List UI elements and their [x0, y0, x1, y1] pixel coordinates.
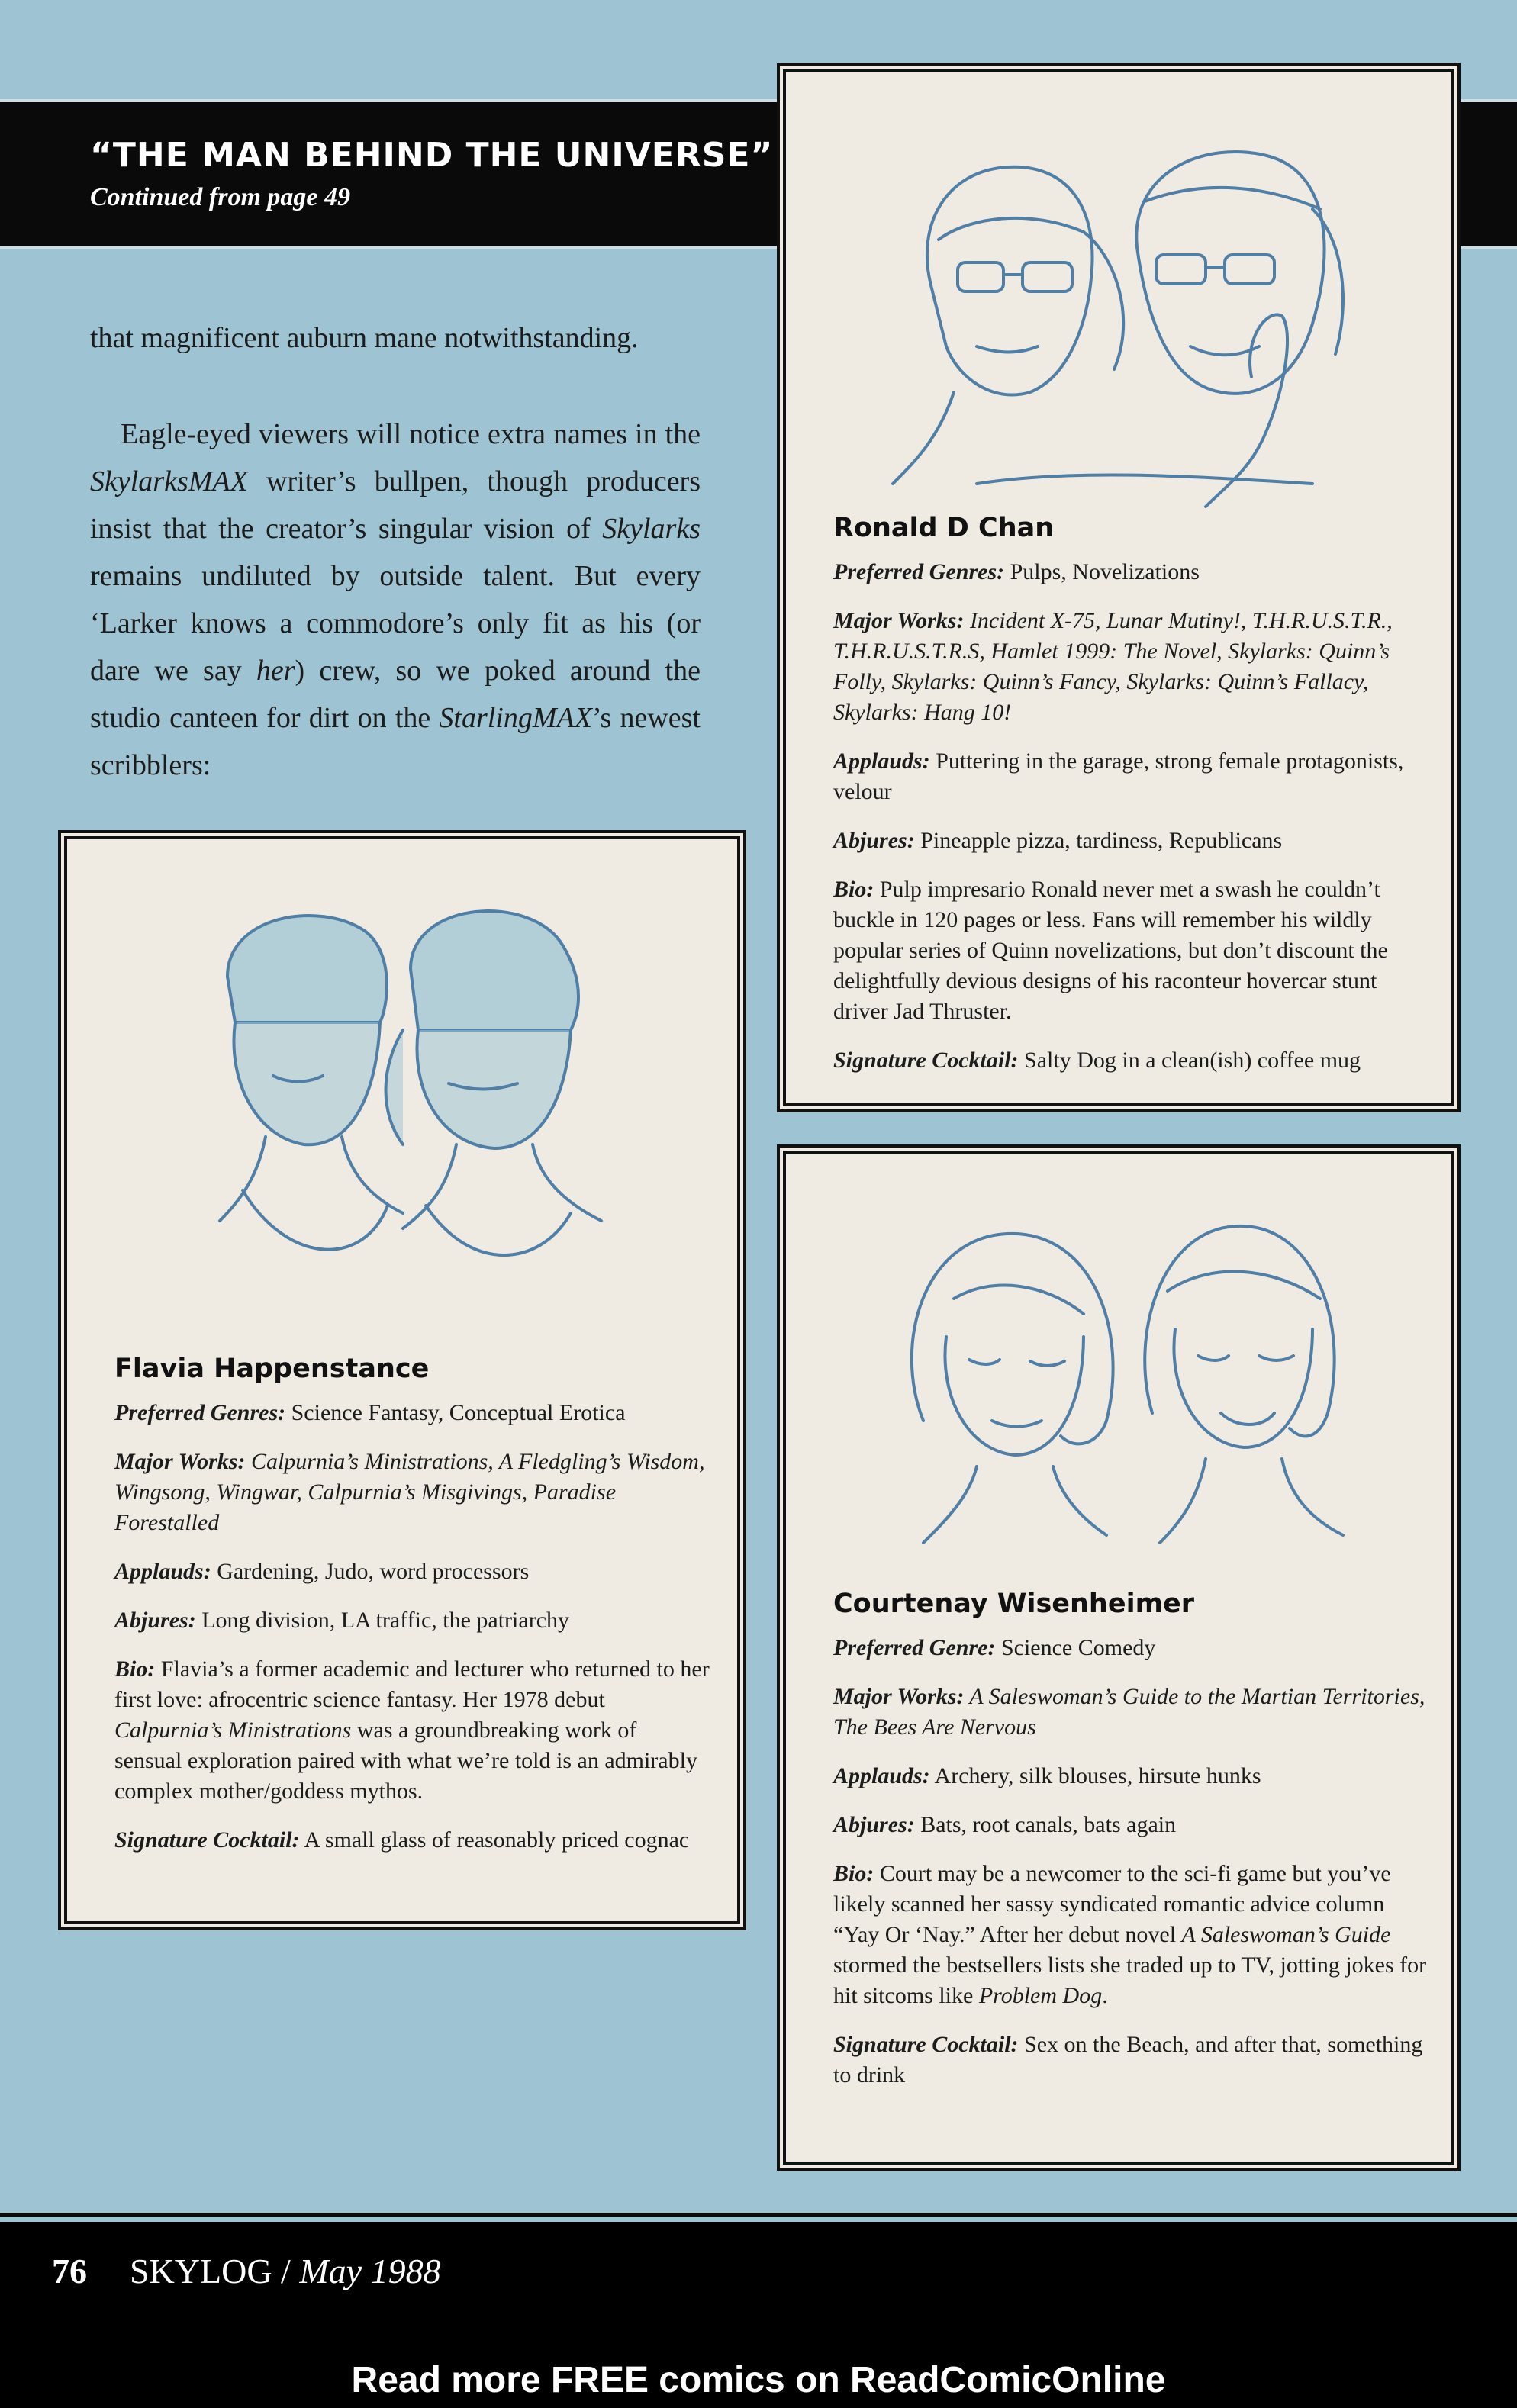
portrait-sketch-flavia: [174, 885, 632, 1328]
signature-cocktail: Signature Cocktail: A small glass of reasonably priced cognac: [114, 1827, 690, 1853]
profile-text-flavia: [114, 1354, 710, 1874]
writer-name-courtenay: Courtenay Wisenheimer: [833, 1589, 1195, 1619]
applauds: Applauds: Archery, silk blouses, hirsute hunks: [833, 1763, 1261, 1788]
intro-paragraph-1: that magnificent auburn mane notwithstanding.: [90, 322, 639, 354]
preferred-genres: Preferred Genres: Science Fantasy, Conceptual Erotica: [114, 1400, 626, 1425]
writer-name-ronald: Ronald D Chan: [833, 513, 1055, 543]
continued-note: Continued from page 49: [90, 183, 350, 211]
applauds: Applauds: Gardening, Judo, word processors: [114, 1559, 530, 1584]
bio: Bio: Flavia’s a former academic and lecturer who returned to her first love: afrocentric science fantasy. Her 1978 debut Calpurnia’s Ministrations was a groundbreaking work of sensual exploration paired with what we’re told is an admirably complex mother/goddess mythos.: [114, 1656, 710, 1804]
issue-date: May 1988: [299, 2252, 441, 2290]
portrait-sketch-courtenay: [878, 1192, 1366, 1589]
footer-rule: [0, 2213, 1517, 2217]
preferred-genre: Preferred Genre: Science Comedy: [833, 1635, 1156, 1660]
signature-cocktail: Signature Cocktail: Salty Dog in a clean(ish) coffee mug: [833, 1048, 1361, 1073]
major-works: Major Works: Calpurnia’s Ministrations, A Fledgling’s Wisdom, Wingsong, Wingwar, Calpurnia’s Misgivings, Paradise Forestalled: [114, 1449, 705, 1535]
signature-cocktail: Signature Cocktail: Sex on the Beach, and after that, something to drink: [833, 2032, 1423, 2088]
abjures: Abjures: Pineapple pizza, tardiness, Republicans: [833, 828, 1283, 853]
intro-paragraph-2: Eagle-eyed viewers will notice extra names in the SkylarksMAX writer’s bullpen, though producers insist that the creator’s singular vision of Skylarks remains undiluted by outside talent. But every ‘Larker knows a commodore’s only fit as his (or dare we say her) crew, so we poked around the studio canteen for dirt on the StarlingMAX’s newest scribblers:: [90, 418, 701, 781]
page-footer: [0, 2222, 1517, 2408]
magazine-issue: SKYLOG / May 1988: [130, 2252, 441, 2290]
applauds: Applauds: Puttering in the garage, strong female protagonists, velour: [833, 748, 1404, 804]
writer-name-flavia: Flavia Happenstance: [114, 1354, 430, 1384]
profile-card-courtenay: [783, 1151, 1454, 2165]
article-title: “THE MAN BEHIND THE UNIVERSE”: [90, 136, 774, 175]
abjures: Abjures: Bats, root canals, bats again: [833, 1812, 1177, 1837]
major-works: Major Works: Incident X-75, Lunar Mutiny!, T.H.R.U.S.T.R., T.H.R.U.S.T.R.S, Hamlet 1999: The Novel, Skylarks: Quinn’s Folly, Skylarks: Quinn’s Fancy, Skylarks: Quinn’s Fallacy, Skylarks: Hang 10!: [833, 608, 1393, 725]
bio: Bio: Court may be a newcomer to the sci-fi game but you’ve likely scanned her sassy syndicated romantic advice column “Yay Or ‘Nay.” After her debut novel A Saleswoman’s Guide stormed the bestsellers lists she traded up to TV, jotting jokes for hit sitcoms like Problem Dog.: [833, 1861, 1427, 2008]
profile-text-courtenay: [833, 1589, 1428, 2109]
profile-card-ronald: [783, 69, 1454, 1106]
major-works: Major Works: A Saleswoman’s Guide to the Martian Territories, The Bees Are Nervous: [833, 1684, 1425, 1740]
bio: Bio: Pulp impresario Ronald never met a swash he couldn’t buckle in 120 pages or less. Fans will remember his wildly popular series of Quinn novelizations, but don’t discount the delightfully devious designs of his raconteur hovercar stunt driver Jad Thruster.: [833, 877, 1388, 1024]
preferred-genres: Preferred Genres: Pulps, Novelizations: [833, 559, 1200, 584]
profile-text-ronald: [833, 513, 1428, 1094]
promo-link[interactable]: Read more FREE comics on ReadComicOnline: [351, 2360, 1166, 2400]
profile-card-flavia: [64, 836, 740, 1924]
abjures: Abjures: Long division, LA traffic, the patriarchy: [114, 1608, 570, 1633]
portrait-sketch-ronald: [885, 125, 1358, 560]
intro-text: [90, 314, 701, 838]
page-number: 76: [52, 2252, 87, 2290]
